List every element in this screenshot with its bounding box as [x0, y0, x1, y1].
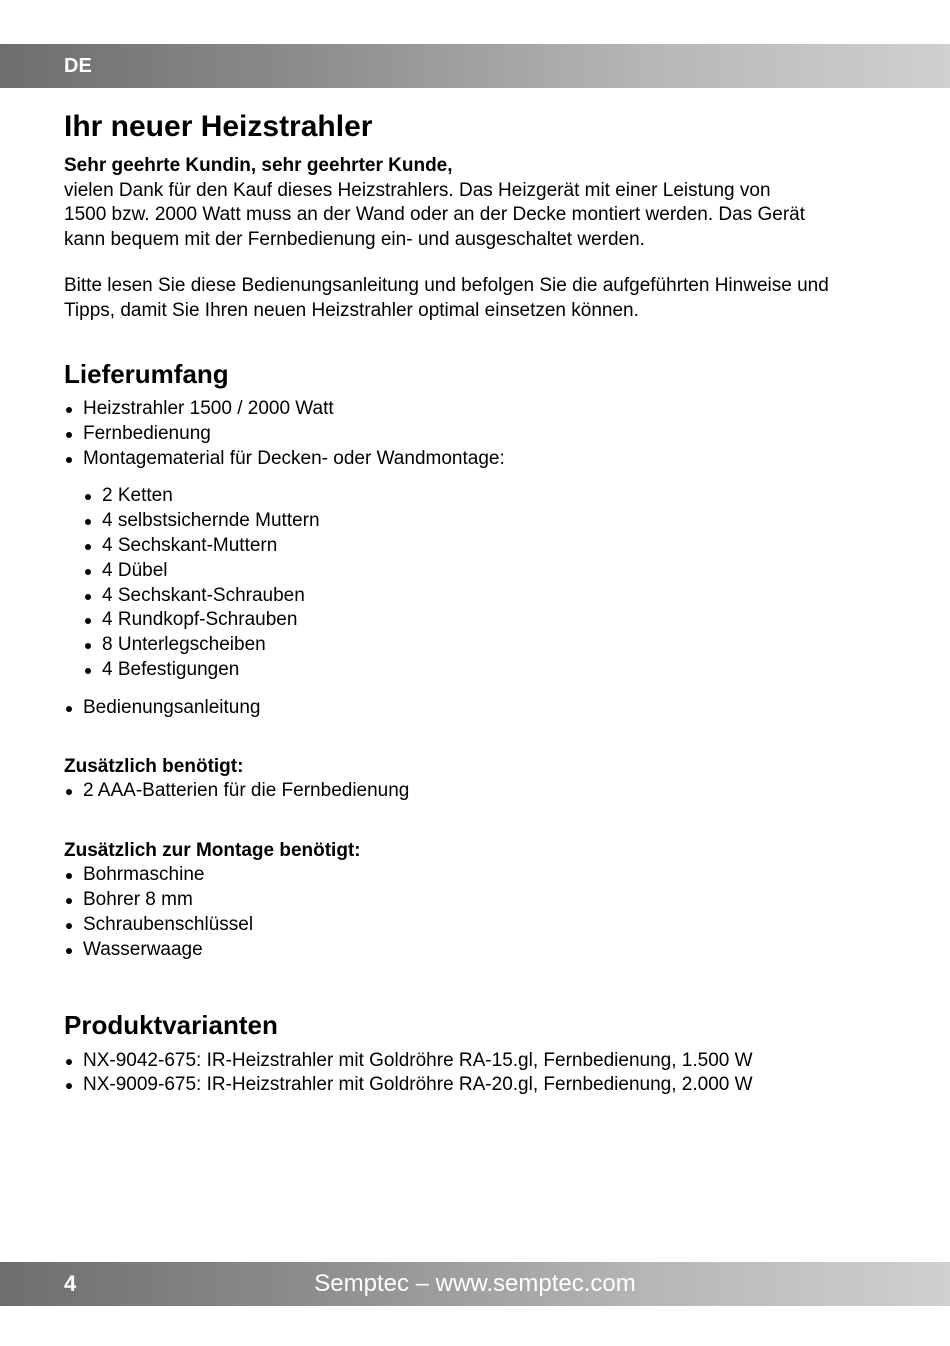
list-item: NX-9042-675: IR-Heizstrahler mit Goldröhre RA-15.gl, Fernbedienung, 1.500 W: [64, 1049, 894, 1074]
list-item: Heizstrahler 1500 / 2000 Watt: [64, 397, 894, 422]
section-title-montage: Zusätzlich zur Montage benötigt:: [64, 839, 361, 861]
list-item: Fernbedienung: [64, 422, 894, 447]
footer-bar: [0, 1262, 950, 1306]
list-item: 8 Unterlegscheiben: [83, 633, 894, 658]
intro-line-4: Bitte lesen Sie diese Bedienungsanleitung und befolgen Sie die aufgeführten Hinweise und: [64, 275, 829, 296]
list-item: 4 Rundkopf-Schrauben: [83, 608, 894, 633]
page-title: Ihr neuer Heizstrahler: [64, 110, 373, 143]
list-item: Wasserwaage: [64, 938, 894, 963]
list-item: 4 Sechskant-Muttern: [83, 534, 894, 559]
lieferumfang-list-end: [64, 696, 894, 721]
list-item: 4 selbstsichernde Muttern: [83, 509, 894, 534]
lieferumfang-list: [64, 397, 894, 471]
list-item: Schraubenschlüssel: [64, 913, 894, 938]
intro-line-5: Tipps, damit Sie Ihren neuen Heizstrahler optimal einsetzen können.: [64, 299, 639, 321]
list-item: 4 Befestigungen: [83, 658, 894, 683]
list-item: 2 AAA-Batterien für die Fernbedienung: [64, 779, 894, 804]
intro-line-3: kann bequem mit der Fernbedienung ein- und ausgeschaltet werden.: [64, 228, 645, 250]
section-title-zusaetzlich: Zusätzlich benötigt:: [64, 755, 244, 777]
language-label: DE: [64, 55, 92, 77]
list-item: Bedienungsanleitung: [64, 696, 894, 721]
list-item: Bohrmaschine: [64, 863, 894, 888]
list-item: Bohrer 8 mm: [64, 888, 894, 913]
list-item: Montagematerial für Decken- oder Wandmontage:: [64, 447, 894, 472]
page-content: [64, 108, 894, 1098]
varianten-list: [64, 1049, 894, 1099]
salutation: Sehr geehrte Kundin, sehr geehrter Kunde,: [64, 155, 453, 176]
montagematerial-list: [83, 484, 894, 682]
footer-text: Semptec – www.semptec.com: [314, 1270, 636, 1297]
page-number: 4: [64, 1271, 77, 1296]
intro-line-1: vielen Dank für den Kauf dieses Heizstrahlers. Das Heizgerät mit einer Leistung von: [64, 179, 771, 201]
section-title-varianten: Produktvarianten: [64, 1009, 278, 1040]
list-item: 4 Sechskant-Schrauben: [83, 584, 894, 609]
zusaetzlich-list: [64, 779, 894, 804]
intro-line-2: 1500 bzw. 2000 Watt muss an der Wand oder an der Decke montiert werden. Das Gerät: [64, 204, 806, 225]
list-item: 4 Dübel: [83, 559, 894, 584]
header-bar: [0, 44, 950, 88]
list-item: 2 Ketten: [83, 484, 894, 509]
list-item: NX-9009-675: IR-Heizstrahler mit Goldröhre RA-20.gl, Fernbedienung, 2.000 W: [64, 1073, 894, 1098]
section-title-lieferumfang: Lieferumfang: [64, 359, 229, 389]
montage-list: [64, 863, 894, 962]
